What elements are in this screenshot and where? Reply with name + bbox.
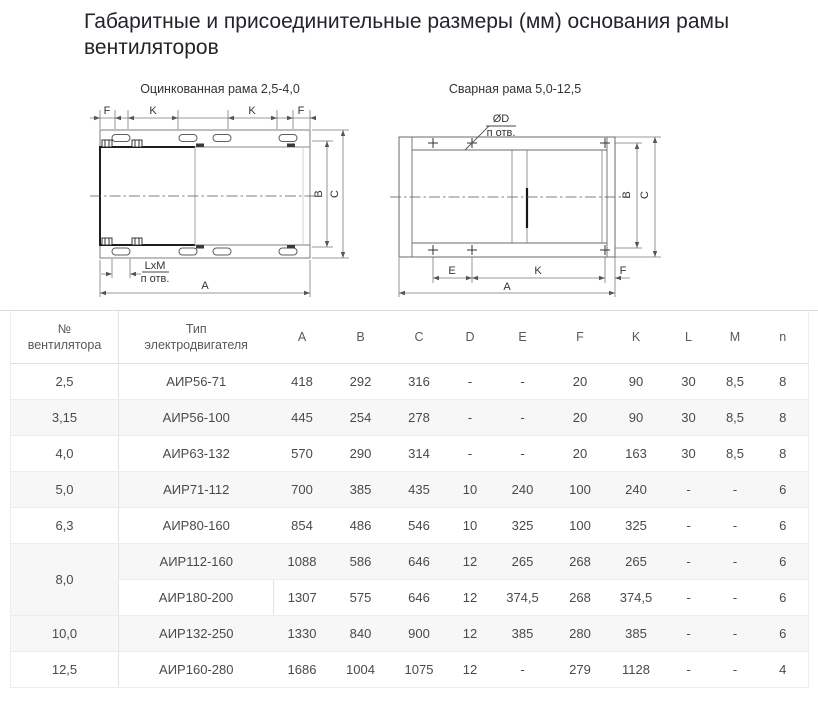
table-cell: 418 [274, 363, 331, 399]
table-cell: - [493, 363, 553, 399]
table-cell: - [713, 651, 758, 687]
fan-size-cell: 10,0 [11, 615, 119, 651]
table-cell: 163 [608, 435, 665, 471]
dim-label-f: F [619, 265, 627, 277]
table-cell: 546 [391, 507, 448, 543]
fan-size-cell: 6,3 [11, 507, 119, 543]
table-cell: 240 [608, 471, 665, 507]
table-row [11, 651, 809, 687]
table-row [11, 543, 809, 579]
table-cell: - [493, 399, 553, 435]
frame-outline [100, 130, 310, 258]
table-cell: 314 [391, 435, 448, 471]
table-cell: 279 [553, 651, 608, 687]
motor-type-cell: АИР160-280 [119, 651, 274, 687]
column-header-dim: B [331, 311, 391, 363]
table-cell: 90 [608, 399, 665, 435]
dim-label-e: E [448, 265, 456, 277]
right-drawing-title: Сварная рама 5,0-12,5 [448, 82, 582, 96]
table-cell: 1075 [391, 651, 448, 687]
table-cell: 8 [758, 435, 809, 471]
slot-size-label: LxM [144, 260, 166, 272]
table-cell: 12 [448, 579, 493, 615]
fan-size-cell: 5,0 [11, 471, 119, 507]
holes-count-label: п отв. [140, 273, 170, 285]
dim-label-a: A [503, 281, 511, 293]
table-cell: 12 [448, 615, 493, 651]
table-cell: 570 [274, 435, 331, 471]
holes-count-label: п отв. [486, 127, 516, 139]
table-cell: 268 [553, 579, 608, 615]
table-cell: 374,5 [608, 579, 665, 615]
motor-type-cell: АИР80-160 [119, 507, 274, 543]
table-cell: 10 [448, 471, 493, 507]
table-cell: - [665, 507, 713, 543]
dim-label-k: K [149, 105, 157, 117]
table-cell: 325 [493, 507, 553, 543]
table-cell: - [448, 363, 493, 399]
dim-label-f: F [297, 105, 305, 117]
table-cell: 840 [331, 615, 391, 651]
table-cell: - [448, 435, 493, 471]
table-cell: 10 [448, 507, 493, 543]
table-cell: - [493, 651, 553, 687]
table-cell: 265 [608, 543, 665, 579]
column-header-dim: L [665, 311, 713, 363]
table-cell: 268 [553, 543, 608, 579]
table-cell: 30 [665, 363, 713, 399]
dimensions-table-wrap [10, 311, 809, 688]
table-cell: 385 [493, 615, 553, 651]
table-cell: 100 [553, 471, 608, 507]
table-cell: 30 [665, 399, 713, 435]
table-cell: 385 [608, 615, 665, 651]
left-drawing-title: Оцинкованная рама 2,5-4,0 [140, 82, 300, 96]
table-cell: 254 [331, 399, 391, 435]
table-cell: - [665, 579, 713, 615]
fan-size-cell: 3,15 [11, 399, 119, 435]
table-cell: 6 [758, 543, 809, 579]
fan-size-cell: 12,5 [11, 651, 119, 687]
table-cell: - [713, 507, 758, 543]
table-cell: 1307 [274, 579, 331, 615]
column-header-dim: A [274, 311, 331, 363]
right-drawing [390, 100, 680, 305]
table-cell: 290 [331, 435, 391, 471]
motor-type-cell: АИР180-200 [119, 579, 274, 615]
dim-label-k: K [248, 105, 256, 117]
table-cell: 8,5 [713, 363, 758, 399]
column-header-motor-type [119, 311, 274, 363]
table-cell: 20 [553, 399, 608, 435]
table-cell: 646 [391, 579, 448, 615]
table-cell: 20 [553, 435, 608, 471]
header-line: Тип [185, 321, 207, 336]
table-cell: 6 [758, 615, 809, 651]
table-cell: 6 [758, 507, 809, 543]
fan-size-cell: 2,5 [11, 363, 119, 399]
motor-type-cell: АИР63-132 [119, 435, 274, 471]
table-cell: 100 [553, 507, 608, 543]
table-cell: 486 [331, 507, 391, 543]
table-cell: - [665, 543, 713, 579]
table-cell: 8,5 [713, 435, 758, 471]
header-line: электродвигателя [144, 337, 248, 352]
motor-type-cell: АИР132-250 [119, 615, 274, 651]
left-drawing [85, 100, 355, 305]
table-cell: - [713, 471, 758, 507]
table-row [11, 579, 809, 615]
column-header-fan-number [11, 311, 119, 363]
dim-label-a: A [201, 280, 209, 292]
table-cell: 1088 [274, 543, 331, 579]
table-cell: 265 [493, 543, 553, 579]
table-cell: 12 [448, 651, 493, 687]
motor-type-cell: АИР56-71 [119, 363, 274, 399]
motor-type-cell: АИР56-100 [119, 399, 274, 435]
header-line: вентилятора [27, 337, 102, 352]
table-cell: 1004 [331, 651, 391, 687]
table-cell: 6 [758, 471, 809, 507]
table-cell: 854 [274, 507, 331, 543]
table-cell: 1330 [274, 615, 331, 651]
column-header-dim: E [493, 311, 553, 363]
table-cell: 325 [608, 507, 665, 543]
table-cell: 90 [608, 363, 665, 399]
table-cell: - [665, 651, 713, 687]
table-cell: 700 [274, 471, 331, 507]
dim-label-b: B [313, 190, 325, 198]
table-cell: 575 [331, 579, 391, 615]
column-header-dim: C [391, 311, 448, 363]
table-cell: 8,5 [713, 399, 758, 435]
column-header-dim: D [448, 311, 493, 363]
table-cell: 240 [493, 471, 553, 507]
table-cell: - [713, 579, 758, 615]
fan-size-cell: 4,0 [11, 435, 119, 471]
dim-label-k: K [534, 265, 542, 277]
dimensions-table [10, 311, 809, 688]
table-cell: - [713, 543, 758, 579]
dim-label-c: C [639, 191, 651, 199]
table-cell: 316 [391, 363, 448, 399]
table-cell: 4 [758, 651, 809, 687]
table-cell: - [493, 435, 553, 471]
table-cell: 445 [274, 399, 331, 435]
dim-label-c: C [329, 190, 341, 198]
table-cell: 30 [665, 435, 713, 471]
header-line: № [57, 321, 72, 336]
table-cell: 374,5 [493, 579, 553, 615]
table-cell: 12 [448, 543, 493, 579]
table-cell: 8 [758, 399, 809, 435]
table-cell: 1686 [274, 651, 331, 687]
dim-label-f: F [103, 105, 111, 117]
dim-label-b: B [621, 191, 633, 199]
table-cell: 20 [553, 363, 608, 399]
column-header-dim: M [713, 311, 758, 363]
table-row [11, 435, 809, 471]
motor-type-cell: АИР112-160 [119, 543, 274, 579]
column-header-dim: n [758, 311, 809, 363]
hole-diameter-label: ØD [492, 113, 510, 125]
table-cell: 8 [758, 363, 809, 399]
table-row [11, 471, 809, 507]
table-row [11, 615, 809, 651]
column-header-dim: K [608, 311, 665, 363]
table-row [11, 507, 809, 543]
table-cell: 385 [331, 471, 391, 507]
table-cell: 900 [391, 615, 448, 651]
table-cell: - [713, 615, 758, 651]
table-cell: 278 [391, 399, 448, 435]
fan-size-cell: 8,0 [11, 543, 119, 615]
table-cell: - [665, 471, 713, 507]
page-title: Габаритные и присоединительные размеры (мм) основания рамы вентиляторов [84, 10, 730, 59]
column-header-dim: F [553, 311, 608, 363]
motor-type-cell: АИР71-112 [119, 471, 274, 507]
table-cell: 280 [553, 615, 608, 651]
table-cell: 586 [331, 543, 391, 579]
table-cell: - [665, 615, 713, 651]
table-cell: 292 [331, 363, 391, 399]
table-row [11, 399, 809, 435]
table-cell: 435 [391, 471, 448, 507]
table-header-row [11, 311, 809, 363]
table-cell: - [448, 399, 493, 435]
table-row [11, 363, 809, 399]
table-cell: 646 [391, 543, 448, 579]
table-cell: 1128 [608, 651, 665, 687]
table-cell: 6 [758, 579, 809, 615]
